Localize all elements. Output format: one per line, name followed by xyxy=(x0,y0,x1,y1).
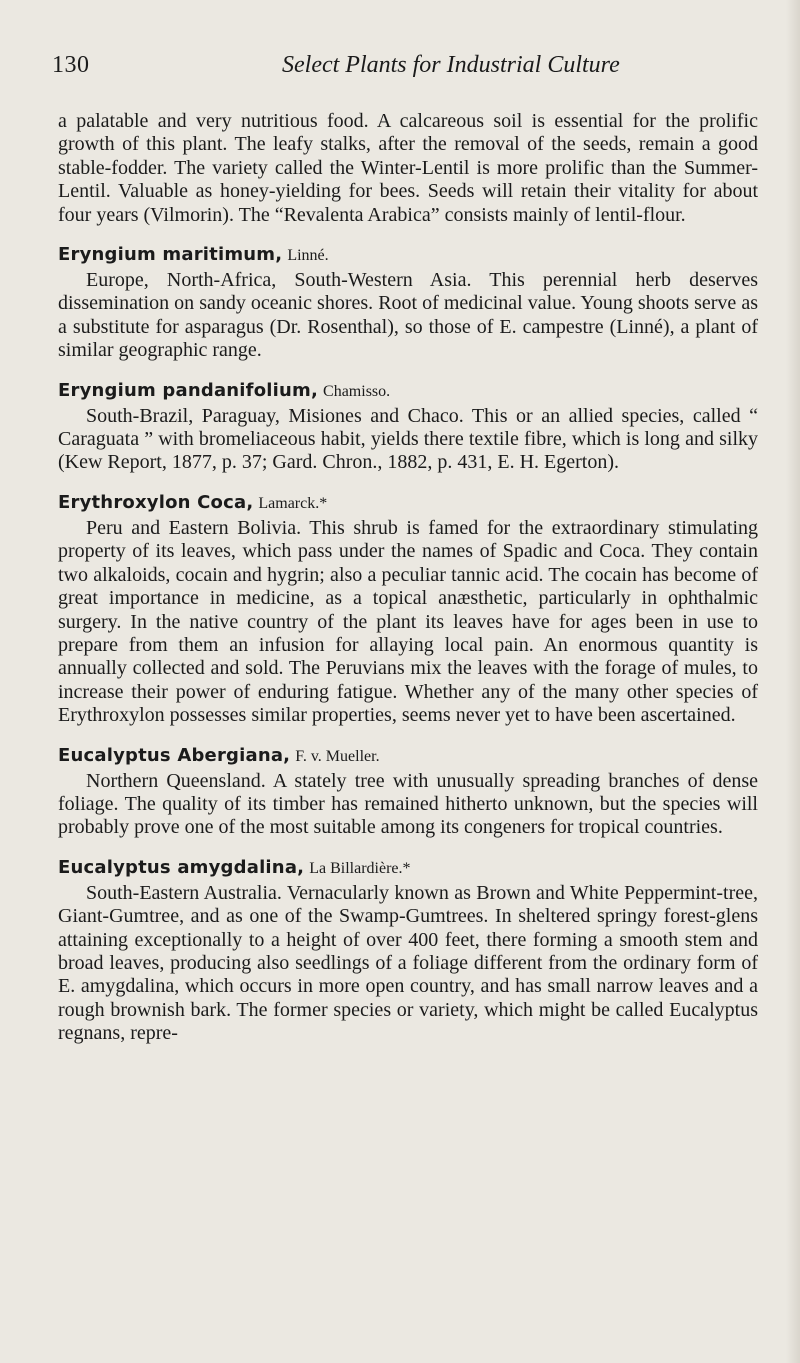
plant-name: Eryngium pandanifolium, xyxy=(58,379,319,401)
entry-text: South-Brazil, Paraguay, Misiones and Chaco. This or an allied species, called “ Caraguata ” with bromeliaceous habit, yields there textile fibre, which is long and silky (Kew Report, 1877, p. 37; Gard. Chron., 1882, p. 431, E. H. Egerton). xyxy=(58,404,758,474)
page-body xyxy=(58,110,758,1046)
plant-name: Eucalyptus Abergiana, xyxy=(58,744,291,766)
plant-authority: Chamisso. xyxy=(323,382,391,400)
plant-entry xyxy=(58,490,758,728)
plant-authority: Lamarck.* xyxy=(258,494,328,512)
plant-authority: Linné. xyxy=(287,247,329,265)
plant-name: Eryngium maritimum, xyxy=(58,244,283,266)
entry-text: Europe, North-Africa, South-Western Asia. This perennial herb deserves dissemination on sandy oceanic shores. Root of medicinal value. Young shoots serve as a substitute for asparagus (Dr. Rosenthal), so those of E. campestre (Linné), a plant of similar geographic range. xyxy=(58,269,758,362)
entry-text: Peru and Eastern Bolivia. This shrub is famed for the extraordinary stimulating property of its leaves, which pass under the names of Spadic and Coca. They contain two alkaloids, cocain and hygrin; also a peculiar tannic acid. The cocain has become of great importance in medicine, as a topical anæsthetic, particularly in ophthalmic surgery. In the native country of the plant its leaves have for ages been in use to prepare from them an infusion for allaying local pain. An enormous quantity is annually collected and sold. The Peruvians mix the leaves with the forage of mules, to increase their power of enduring fatigue. Whether any of the many other species of Erythroxylon possesses similar properties, seems never yet to have been ascertained. xyxy=(58,516,758,727)
page-number: 130 xyxy=(52,52,90,78)
entry-heading xyxy=(58,490,758,516)
page-header xyxy=(52,52,760,86)
page-edge-shadow xyxy=(786,0,800,1363)
plant-name: Eucalyptus amygdalina, xyxy=(58,856,305,878)
plant-entry xyxy=(58,743,758,840)
entry-heading xyxy=(58,242,758,268)
entry-heading xyxy=(58,378,758,404)
plant-entry xyxy=(58,378,758,475)
plant-authority: F. v. Mueller. xyxy=(295,747,380,765)
plant-name: Erythroxylon Coca, xyxy=(58,491,254,513)
entry-text: Northern Queensland. A stately tree with unusually spreading branches of dense foliage. The quality of its timber has remained hitherto unknown, but the species will probably prove one of the most suitable among its congeners for tropical countries. xyxy=(58,769,758,839)
plant-authority: La Billardière.* xyxy=(309,859,411,877)
entry-heading xyxy=(58,743,758,769)
continued-paragraph: a palatable and very nutritious food. A calcareous soil is essential for the prolific growth of this plant. The leafy stalks, after the removal of the seeds, remain a good stable-fodder. The variety called the Winter-Lentil is more prolific than the Summer-Lentil. Valuable as honey-yielding for bees. Seeds will retain their vitality for about four years (Vilmorin). The “Revalenta Arabica” consists mainly of lentil-flour. xyxy=(58,110,758,226)
running-title: Select Plants for Industrial Culture xyxy=(282,52,620,78)
plant-entry xyxy=(58,242,758,363)
plant-entry xyxy=(58,855,758,1046)
entry-text: South-Eastern Australia. Vernacularly known as Brown and White Peppermint-tree, Giant-Gumtree, and as one of the Swamp-Gumtrees. In sheltered springy forest-glens attaining exceptionally to a height of over 400 feet, there forming a smooth stem and broad leaves, producing also seedlings of a foliage different from the ordinary form of E. amygdalina, which occurs in more open country, and has small narrow leaves and a rough brownish bark. The former species or variety, which might be called Eucalyptus regnans, repre- xyxy=(58,881,758,1045)
entry-heading xyxy=(58,855,758,881)
